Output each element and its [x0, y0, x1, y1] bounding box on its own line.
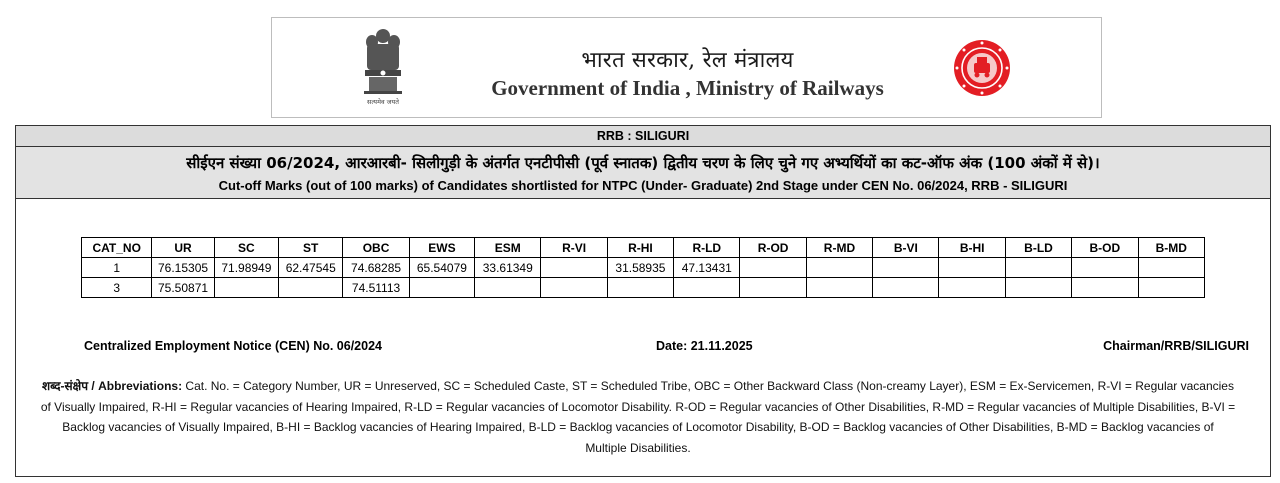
table-cell: 75.50871 — [152, 278, 214, 298]
cutoff-marks-table — [81, 237, 1205, 298]
table-cell: 31.58935 — [607, 258, 673, 278]
table-cell: 3 — [82, 278, 152, 298]
table-cell — [740, 278, 806, 298]
table-cell — [939, 258, 1005, 278]
table-cell — [740, 258, 806, 278]
column-header: ST — [279, 238, 343, 258]
table-cell — [873, 258, 939, 278]
column-header: OBC — [343, 238, 409, 258]
column-header: B-LD — [1005, 238, 1071, 258]
table-header-row — [82, 238, 1205, 258]
table-cell — [1005, 278, 1071, 298]
table-cell: 76.15305 — [152, 258, 214, 278]
table-cell: 74.68285 — [343, 258, 409, 278]
table-cell — [541, 258, 607, 278]
column-header: B-HI — [939, 238, 1005, 258]
column-header: R-HI — [607, 238, 673, 258]
column-header: R-VI — [541, 238, 607, 258]
notice-title-hindi: सीईएन संख्या 06/2024, आरआरबी- सिलीगुड़ी के अंतर्गत एनटीपीसी (पूर्व स्नातक) द्वितीय चरण के लिए चुने गए अभ्यर्थियों का कट-ऑफ अंक (100 अंकों में से)। — [186, 154, 1100, 172]
english-ministry-title: Government of India , Ministry of Railways — [491, 76, 884, 100]
table-cell — [214, 278, 278, 298]
signatory: Chairman/RRB/SILIGURI — [1103, 339, 1249, 353]
table-cell — [939, 278, 1005, 298]
abbreviations-block — [40, 376, 1236, 458]
table-row — [82, 258, 1205, 278]
rrb-zone-label: RRB : SILIGURI — [16, 126, 1270, 147]
indian-railways-logo-icon — [953, 39, 1011, 97]
column-header: CAT_NO — [82, 238, 152, 258]
svg-text:सत्यमेव जयते: सत्यमेव जयते — [367, 98, 399, 106]
table-cell — [1138, 258, 1204, 278]
table-cell — [475, 278, 541, 298]
table-cell: 1 — [82, 258, 152, 278]
cen-number: Centralized Employment Notice (CEN) No. 06/2024 — [84, 339, 382, 353]
table-cell: 71.98949 — [214, 258, 278, 278]
column-header: B-VI — [873, 238, 939, 258]
column-header: ESM — [475, 238, 541, 258]
table-cell — [541, 278, 607, 298]
table-cell — [873, 278, 939, 298]
column-header: R-MD — [806, 238, 872, 258]
table-body — [82, 258, 1205, 298]
table-row — [82, 278, 1205, 298]
column-header: B-OD — [1072, 238, 1138, 258]
table-cell: 74.51113 — [343, 278, 409, 298]
table-cell — [1005, 258, 1071, 278]
table-cell — [674, 278, 740, 298]
column-header: UR — [152, 238, 214, 258]
notice-title-bar — [16, 147, 1270, 199]
table-cell — [279, 278, 343, 298]
table-cell — [409, 278, 474, 298]
column-header: R-OD — [740, 238, 806, 258]
abbreviations-label: शब्द-संक्षेप / Abbreviations: — [42, 379, 183, 393]
table-cell: 47.13431 — [674, 258, 740, 278]
column-header: B-MD — [1138, 238, 1204, 258]
table-cell — [607, 278, 673, 298]
table-cell: 33.61349 — [475, 258, 541, 278]
notice-date: Date: 21.11.2025 — [656, 339, 753, 353]
table-cell — [1138, 278, 1204, 298]
column-header: R-LD — [674, 238, 740, 258]
column-header: EWS — [409, 238, 474, 258]
table-cell — [806, 258, 872, 278]
abbreviations-text: Cat. No. = Category Number, UR = Unreserved, SC = Scheduled Caste, ST = Scheduled Tribe, OBC = Other Backward Class (Non-creamy Layer), ESM = Ex-Servicemen, R-VI = Regular vacancies of Visually Impaired, R-HI = Regular vacancies of Hearing Impaired, R-LD = Regular vacancies of Locomotor Disability. R-OD = Regular vacancies of Other Disabilities, R-MD = Regular vacancies of Multiple Disabilities, B-VI = Backlog vacancies of Visually Impaired, B-HI = Backlog vacancies of Hearing Impaired, B-LD = Backlog vacancies of Locomotor Disability, B-OD = Backlog vacancies of Other Disabilities, B-MD = Backlog vacancies of Multiple Disabilities. — [40, 379, 1236, 455]
table-cell — [1072, 258, 1138, 278]
table-cell — [806, 278, 872, 298]
table-cell: 65.54079 — [409, 258, 474, 278]
letterhead — [271, 17, 1102, 118]
hindi-ministry-title: भारत सरकार, रेल मंत्रालय — [581, 48, 794, 73]
table-cell — [1072, 278, 1138, 298]
table-cell: 62.47545 — [279, 258, 343, 278]
column-header: SC — [214, 238, 278, 258]
notice-title-english: Cut-off Marks (out of 100 marks) of Candidates shortlisted for NTPC (Under- Graduate) 2nd Stage under CEN No. 06/2024, RRB - SILIGURI — [218, 178, 1068, 193]
